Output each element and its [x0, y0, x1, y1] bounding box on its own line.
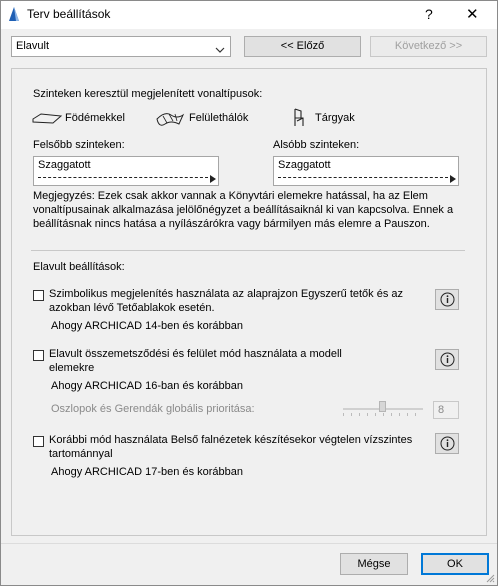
upper-linetype-selector[interactable]	[33, 156, 219, 186]
triangle-right-icon	[210, 174, 216, 186]
section-divider	[31, 250, 465, 251]
lower-linetype-selector[interactable]	[273, 156, 459, 186]
slab-icon	[31, 111, 63, 130]
info-icon	[440, 292, 455, 310]
cancel-button[interactable]: Mégse	[340, 553, 408, 575]
next-button[interactable]: Következő >>	[370, 36, 487, 57]
legacy-option-2-label: Elavult összemetsződési és felület mód használata a modell elemekre	[49, 348, 342, 374]
info-icon	[440, 436, 455, 454]
priority-value: 8	[438, 404, 445, 416]
legacy-option-1-label: Szimbolikus megjelenítés használata az alaprajzon Egyszerű tetők és az azokban lévő Tetőablakok esetén.	[49, 288, 404, 314]
priority-value-field[interactable]	[433, 401, 459, 419]
previous-button[interactable]: << Előző	[244, 36, 361, 57]
ok-button[interactable]: OK	[421, 553, 489, 575]
close-button[interactable]: ✕	[466, 6, 479, 23]
preset-select-value: Elavult	[16, 40, 50, 52]
legacy-option-1-hint: Ahogy ARCHICAD 14-ben és korábban	[51, 320, 243, 332]
upper-floors-label: Felsőbb szinteken:	[33, 139, 125, 151]
legacy-option-2-hint: Ahogy ARCHICAD 16-ban és korábban	[51, 380, 243, 392]
linetypes-note: Megjegyzés: Ezek csak akkor vannak a Könyvtári elemekre hatással, ha az Elem vonaltípusainak alkalmazása jelölőnégyzet a beállításaiknál ki van kapcsolva. Ennek a beállításnak nincs hatása a nyílászárókra vagy bármilyen más elemre a Pauszon.	[33, 190, 454, 230]
legacy-heading: Elavult beállítások:	[33, 261, 125, 273]
linetype-item-meshes: Felülethálók	[189, 112, 249, 124]
title-bar	[1, 1, 497, 29]
legacy-option-3-label: Korábbi mód használata Belső falnézetek készítésekor végtelen vízszintes tartománnyal	[49, 434, 413, 460]
priority-slider-thumb[interactable]	[379, 401, 386, 412]
lower-linetype-value: Szaggatott	[278, 159, 331, 171]
app-logo-icon	[7, 6, 21, 22]
footer-divider	[1, 543, 497, 544]
dashed-line-preview	[38, 177, 208, 178]
legacy-option-3-info-button[interactable]	[435, 433, 459, 454]
legacy-option-2-checkbox[interactable]	[33, 350, 44, 361]
linetypes-heading: Szinteken keresztül megjelenített vonaltípusok:	[33, 88, 263, 100]
mesh-icon	[155, 109, 185, 130]
info-icon	[440, 352, 455, 370]
legacy-option-1-checkbox[interactable]	[33, 290, 44, 301]
resize-grip-icon[interactable]	[485, 573, 495, 586]
legacy-option-3-hint: Ahogy ARCHICAD 17-ben és korábban	[51, 466, 243, 478]
legacy-option-2-info-button[interactable]	[435, 349, 459, 370]
triangle-right-icon	[450, 174, 456, 186]
window-title: Terv beállítások	[27, 7, 111, 21]
legacy-option-1-info-button[interactable]	[435, 289, 459, 310]
legacy-option-3-checkbox[interactable]	[33, 436, 44, 447]
lower-floors-label: Alsóbb szinteken:	[273, 139, 360, 151]
dashed-line-preview	[278, 177, 448, 178]
upper-linetype-value: Szaggatott	[38, 159, 91, 171]
priority-label: Oszlopok és Gerendák globális prioritása:	[51, 403, 255, 415]
preset-select[interactable]	[11, 36, 231, 57]
linetype-item-slabs: Födémekkel	[65, 112, 125, 124]
priority-slider-ticks	[343, 413, 423, 416]
linetype-item-objects: Tárgyak	[315, 112, 355, 124]
chair-icon	[291, 107, 307, 130]
priority-slider[interactable]	[343, 401, 423, 417]
chevron-down-icon	[215, 44, 225, 56]
help-button[interactable]: ?	[425, 6, 433, 22]
